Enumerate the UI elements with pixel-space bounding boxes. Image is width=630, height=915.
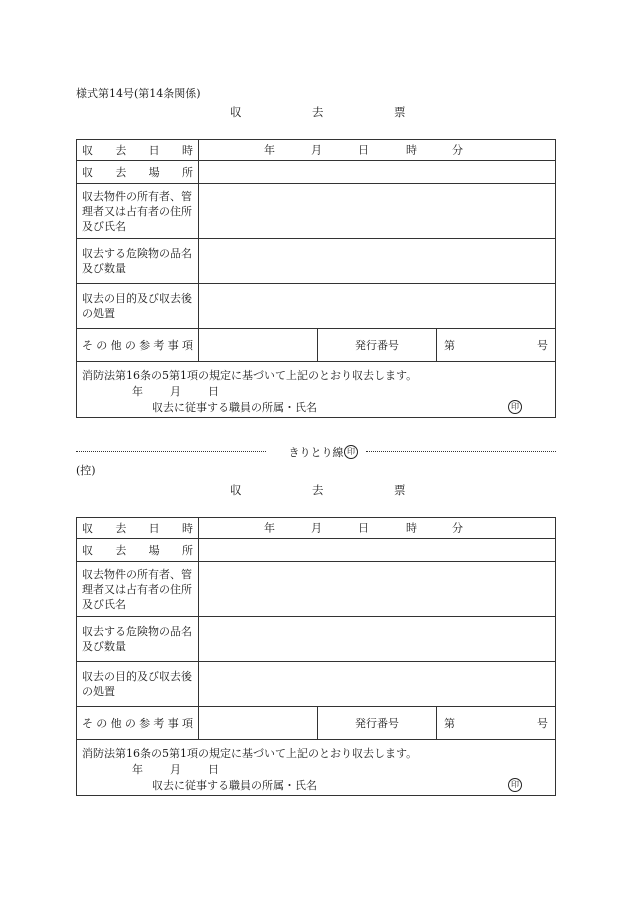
copy-day-unit: 日 <box>358 521 369 535</box>
copy-other-label: そ の 他 の 参 考 事 項 <box>77 707 199 740</box>
copy-other-field[interactable] <box>199 707 318 740</box>
copy-notice-statement: 消防法第16条の5第1項の規定に基づいて上記のとおり収去します。 <box>82 747 418 760</box>
place-field[interactable] <box>199 161 556 184</box>
cut-line-label: きりとり線 <box>285 446 348 459</box>
copy-place-label: 収 去 場 所 <box>77 539 199 562</box>
issue-number-suffix: 号 <box>537 338 548 352</box>
hour-unit: 時 <box>406 143 417 157</box>
copy-hour-unit: 時 <box>406 521 417 535</box>
issue-number-label: 発行番号 <box>318 329 437 362</box>
month-unit: 月 <box>311 143 322 157</box>
day-unit: 日 <box>358 143 369 157</box>
owner-field[interactable] <box>199 184 556 239</box>
copy-title-char-1: 収 <box>230 483 242 497</box>
copy-owner-label: 収去物件の所有者、管理者又は占有者の住所及び氏名 <box>77 562 199 617</box>
seal-mark: 印 <box>508 400 522 414</box>
copy-issue-number-label: 発行番号 <box>318 707 437 740</box>
item-field[interactable] <box>199 239 556 284</box>
notice-statement: 消防法第16条の5第1項の規定に基づいて上記のとおり収去します。 <box>82 369 418 382</box>
other-label: そ の 他 の 参 考 事 項 <box>77 329 199 362</box>
copy-officer-label: 収去に従事する職員の所属・氏名 <box>152 779 317 792</box>
copy-issue-number-suffix: 号 <box>537 716 548 730</box>
year-unit: 年 <box>264 143 275 157</box>
issue-number-field[interactable] <box>437 329 556 362</box>
purpose-label: 収去の目的及び収去後の処置 <box>77 284 199 329</box>
copy-issue-number-prefix: 第 <box>444 716 455 730</box>
copy-slip-table <box>76 517 556 796</box>
copy-seal-mark: 印 <box>508 778 522 792</box>
copy-purpose-label: 収去の目的及び収去後の処置 <box>77 662 199 707</box>
title-char-2: 去 <box>312 105 324 119</box>
copy-title-char-3: 票 <box>394 483 406 497</box>
place-label: 収 去 場 所 <box>77 161 199 184</box>
copy-item-label: 収去する危険物の品名及び数量 <box>77 617 199 662</box>
datetime-field[interactable] <box>199 140 556 161</box>
cut-line <box>76 444 556 458</box>
copy-notice-cell: 消防法第16条の5第1項の規定に基づいて上記のとおり収去します。 年 月 日 収去に従事する職員の所属・氏名 印 <box>77 740 556 796</box>
form-number: 様式第14号(第14条関係) <box>76 87 201 100</box>
cut-line-seal: 印 <box>344 445 358 459</box>
other-field[interactable] <box>199 329 318 362</box>
officer-label: 収去に従事する職員の所属・氏名 <box>152 401 317 414</box>
item-label: 収去する危険物の品名及び数量 <box>77 239 199 284</box>
copy-datetime-label: 収 去 日 時 <box>77 518 199 539</box>
copy-datetime-field[interactable] <box>199 518 556 539</box>
copy-year-unit: 年 <box>264 521 275 535</box>
purpose-field[interactable] <box>199 284 556 329</box>
copy-month-unit: 月 <box>311 521 322 535</box>
copy-minute-unit: 分 <box>452 521 463 535</box>
copy-issue-number-field[interactable] <box>437 707 556 740</box>
title-char-3: 票 <box>394 105 406 119</box>
copy-item-field[interactable] <box>199 617 556 662</box>
copy-purpose-field[interactable] <box>199 662 556 707</box>
datetime-label: 収 去 日 時 <box>77 140 199 161</box>
title-char-1: 収 <box>230 105 242 119</box>
copy-title-char-2: 去 <box>312 483 324 497</box>
minute-unit: 分 <box>452 143 463 157</box>
notice-cell: 消防法第16条の5第1項の規定に基づいて上記のとおり収去します。 年 月 日 収去に従事する職員の所属・氏名 印 <box>77 362 556 418</box>
copy-owner-field[interactable] <box>199 562 556 617</box>
copy-place-field[interactable] <box>199 539 556 562</box>
control-copy-label: (控) <box>76 464 96 477</box>
seizure-slip-table <box>76 139 556 418</box>
owner-label: 収去物件の所有者、管理者又は占有者の住所及び氏名 <box>77 184 199 239</box>
issue-number-prefix: 第 <box>444 338 455 352</box>
